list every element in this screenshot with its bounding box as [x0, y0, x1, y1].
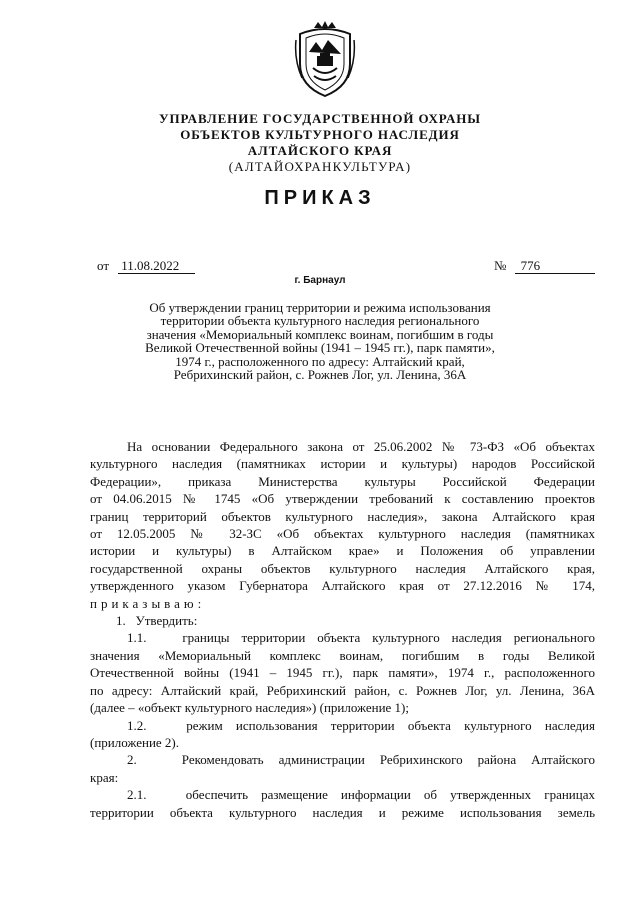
preamble-line: границ территорий объектов культурного наследия», закона Алтайского края	[90, 508, 595, 524]
preamble-line: от 04.06.2015 № 1745 «Об утверждении требований к составлению проектов	[90, 491, 595, 507]
item-1-1-line: (далее – «объект культурного наследия») (приложение 1);	[90, 700, 409, 716]
agency-name-line-1: УПРАВЛЕНИЕ ГОСУДАРСТВЕННОЙ ОХРАНЫ	[159, 111, 481, 126]
agency-header	[0, 111, 640, 175]
preamble-line: Федерации», приказа Министерства культуры Российской Федерации	[90, 473, 595, 489]
subject-line: 1974 г., расположенного по адресу: Алтайский край,	[175, 353, 465, 369]
preamble-line: от 12.05.2005 № 32-ЗС «Об объектах культурного наследия (памятниках	[90, 526, 595, 542]
subject-line: Ребрихинский район, с. Рожнев Лог, ул. Ленина, 36А	[173, 367, 467, 383]
subject-line: Об утверждении границ территории и режима использования	[149, 300, 491, 315]
item-1-1-line: значения «Мемориальный комплекс воинам, погибшим в годы Великой	[90, 647, 595, 663]
city-label: г. Барнаул	[294, 275, 346, 286]
subject-line: Великой Отечественной войны (1941 – 1945 гг.), парк памяти»,	[145, 340, 495, 356]
preamble-line: На основании Федерального закона от 25.06.2002 № 73-ФЗ «Об объектах	[127, 439, 595, 454]
preamble-line: утвержденного указом Губернатора Алтайского края от 27.12.2016 № 174,	[90, 578, 595, 594]
item-2-1-line: 2.1. обеспечить размещение информации об утвержденных границах	[127, 787, 595, 803]
document-body	[90, 438, 595, 821]
item-1-2-line: (приложение 2).	[90, 734, 180, 750]
agency-short-name: (АЛТАЙОХРАНКУЛЬТУРА)	[228, 159, 412, 174]
document-title: ПРИКАЗ	[264, 187, 376, 209]
item-1-2-line: 1.2. режим использования территории объекта культурного наследия	[127, 717, 595, 733]
item-1-1-line: по адресу: Алтайский край, Ребрихинский район, с. Рожнев Лог, ул. Ленина, 36А	[90, 682, 595, 698]
agency-name-line-3: АЛТАЙСКОГО КРАЯ	[247, 143, 393, 158]
item-2-line: 2. Рекомендовать администрации Ребрихинского района Алтайского	[127, 752, 595, 768]
agency-name-line-2: ОБЪЕКТОВ КУЛЬТУРНОГО НАСЛЕДИЯ	[180, 127, 460, 142]
document-date: 11.08.2022	[118, 259, 195, 274]
altai-krai-coat-of-arms-icon	[294, 20, 356, 100]
subject-line: территории объекта культурного наследия регионального	[160, 313, 480, 329]
preamble-line: истории и культуры) в Алтайском крае» и Положения об управлении	[90, 543, 595, 559]
preamble-line: культурного наследия (памятниках истории и культуры) народов Российской	[90, 456, 595, 472]
preamble-line: государственной охраны объектов культурного наследия Алтайского края,	[90, 560, 595, 576]
document-number-row	[494, 258, 595, 274]
document-number: 776	[515, 259, 595, 274]
item-1-1-line: 1.1. границы территории объекта культурного наследия регионального	[127, 630, 595, 646]
subject-line: значения «Мемориальный комплекс воинам, погибшим в годы	[146, 326, 494, 342]
item-1-1-line: Отечественной войны (1941 – 1945 гг.), парк памяти», 1974 г., расположенного	[90, 665, 595, 681]
date-label: от	[97, 258, 110, 273]
document-subject	[110, 301, 530, 381]
order-word: приказываю:	[90, 595, 206, 611]
item-2-1-line: территории объекта культурного наследия и режиме использования земель	[90, 804, 595, 820]
item-2-line: края:	[90, 769, 119, 785]
number-label: №	[494, 258, 507, 273]
item-1: 1. Утвердить:	[116, 613, 198, 629]
document-date-row	[97, 258, 195, 274]
